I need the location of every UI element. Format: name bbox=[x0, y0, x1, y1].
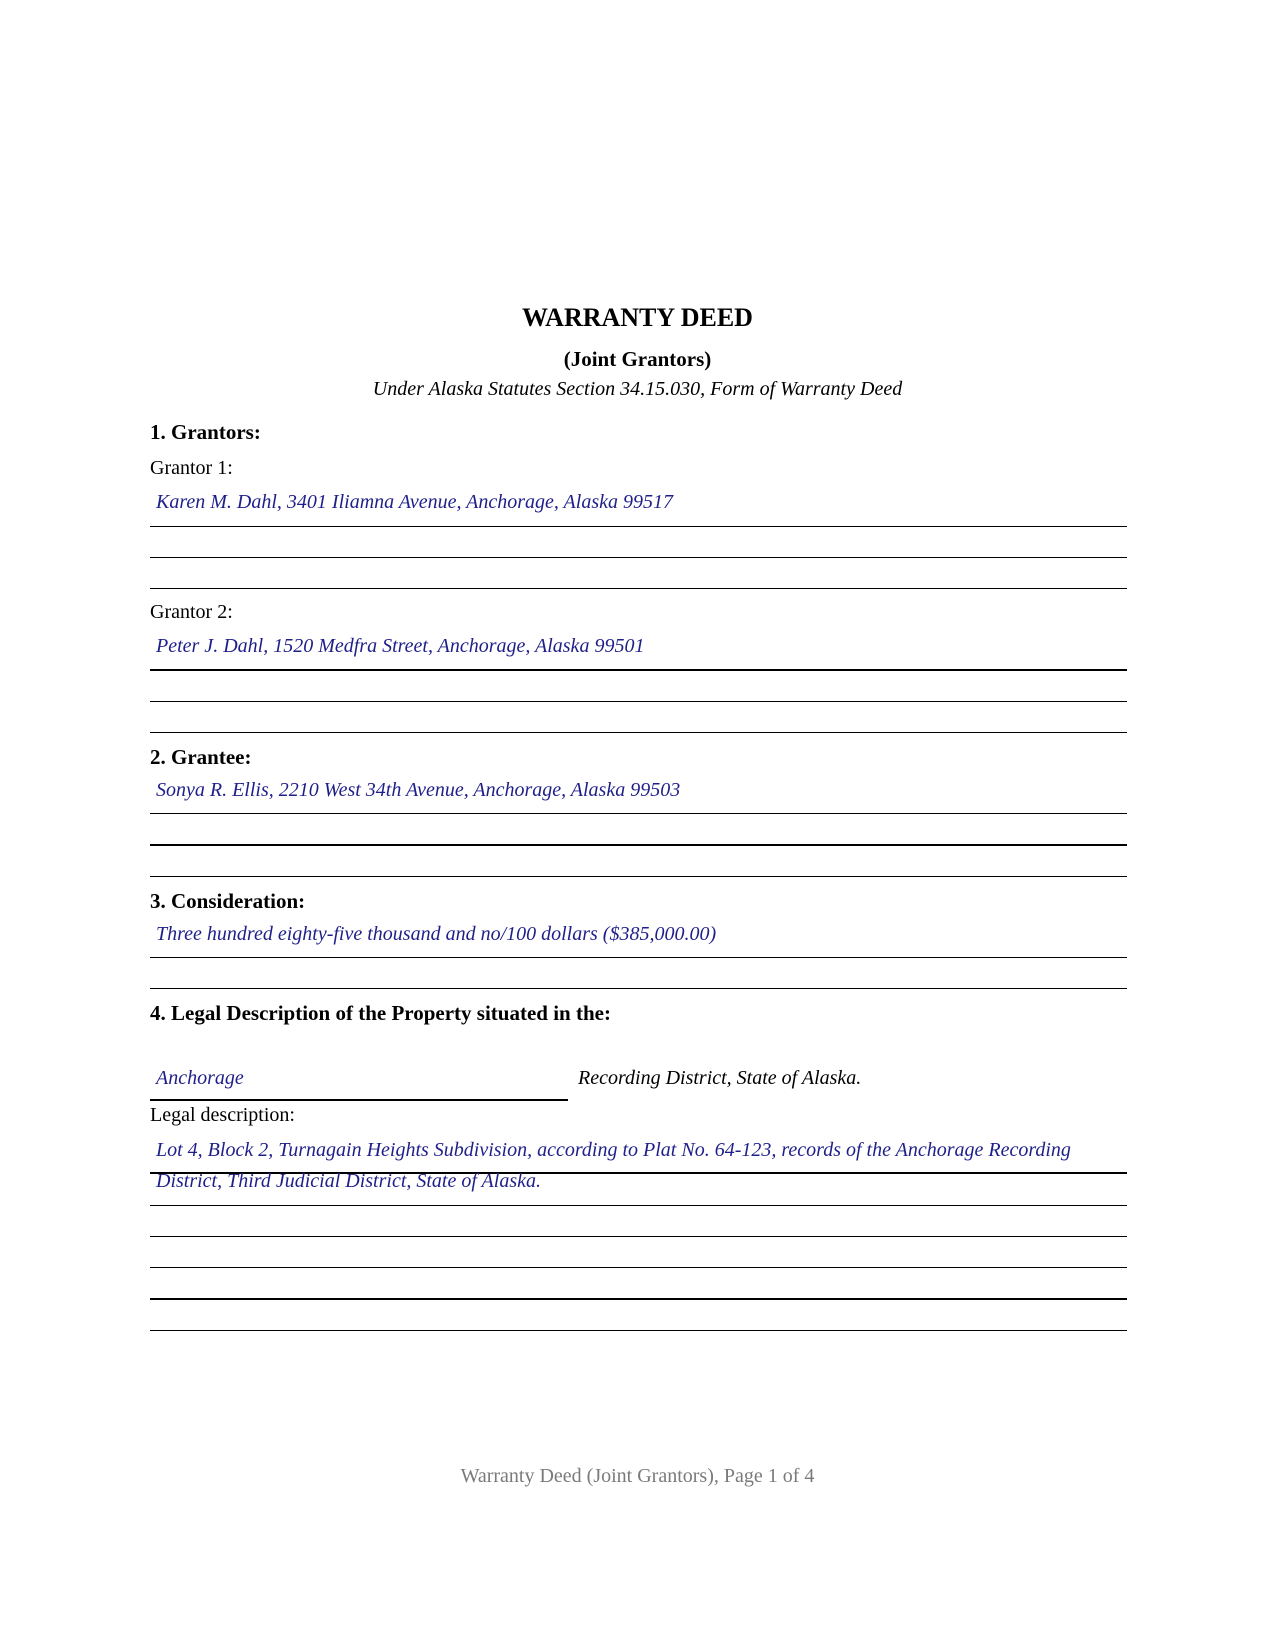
grantor2-line-3 bbox=[150, 732, 1127, 733]
grantor2-label: Grantor 2: bbox=[150, 601, 233, 623]
legal-line-6 bbox=[150, 1330, 1127, 1331]
document-subtitle: (Joint Grantors) bbox=[563, 347, 712, 371]
document-title: WARRANTY DEED bbox=[522, 303, 753, 332]
recording-district-value[interactable]: Anchorage bbox=[156, 1067, 244, 1089]
legal-line-3 bbox=[150, 1236, 1127, 1237]
legal-description-heading: 4. Legal Description of the Property situated in the: bbox=[150, 1001, 611, 1025]
legal-description-line1[interactable]: Lot 4, Block 2, Turnagain Heights Subdivision, according to Plat No. 64-123, records of the Anchorage Recording bbox=[156, 1139, 1071, 1161]
grantor2-value[interactable]: Peter J. Dahl, 1520 Medfra Street, Anchorage, Alaska 99501 bbox=[156, 635, 645, 657]
grantor1-label: Grantor 1: bbox=[150, 457, 233, 479]
grantee-line-3 bbox=[150, 876, 1127, 877]
legal-line-5 bbox=[150, 1298, 1127, 1300]
grantor1-line-1 bbox=[150, 526, 1127, 527]
grantee-line-1 bbox=[150, 813, 1127, 814]
grantor2-line-2 bbox=[150, 701, 1127, 702]
recording-district-suffix: Recording District, State of Alaska. bbox=[578, 1067, 862, 1089]
grantee-value[interactable]: Sonya R. Ellis, 2210 West 34th Avenue, Anchorage, Alaska 99503 bbox=[156, 779, 681, 801]
grantor1-line-2 bbox=[150, 557, 1127, 558]
grantee-line-2 bbox=[150, 844, 1127, 846]
consideration-heading: 3. Consideration: bbox=[150, 889, 306, 913]
consideration-line-2 bbox=[150, 988, 1127, 989]
grantor1-value[interactable]: Karen M. Dahl, 3401 Iliamna Avenue, Anchorage, Alaska 99517 bbox=[156, 491, 673, 513]
legal-line-4 bbox=[150, 1267, 1127, 1268]
grantee-heading: 2. Grantee: bbox=[150, 745, 252, 769]
grantor2-line-1 bbox=[150, 669, 1127, 671]
statute-reference: Under Alaska Statutes Section 34.15.030, Form of Warranty Deed bbox=[372, 378, 903, 400]
legal-line-2 bbox=[150, 1205, 1127, 1206]
recording-district-line bbox=[150, 1099, 568, 1101]
legal-description-label: Legal description: bbox=[150, 1104, 295, 1126]
consideration-value[interactable]: Three hundred eighty-five thousand and no/100 dollars ($385,000.00) bbox=[156, 923, 717, 945]
grantors-heading: 1. Grantors: bbox=[150, 420, 261, 444]
page-footer: Warranty Deed (Joint Grantors), Page 1 of 4 bbox=[460, 1465, 815, 1487]
grantor1-line-3 bbox=[150, 588, 1127, 589]
consideration-line-1 bbox=[150, 957, 1127, 958]
legal-description-line2[interactable]: District, Third Judicial District, State of Alaska. bbox=[156, 1170, 541, 1192]
